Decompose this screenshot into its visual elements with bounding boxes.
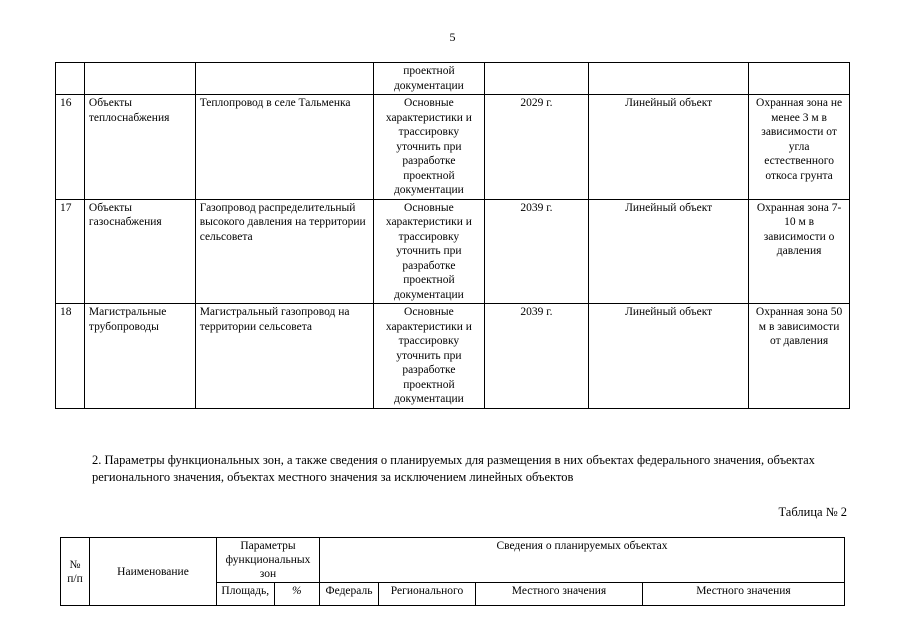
header-regional: Регионального	[379, 583, 476, 606]
object-name: Газопровод распределительный высокого давления на территории сельсовета	[195, 199, 373, 304]
object-kind: Линейный объект	[589, 199, 749, 304]
table-row	[56, 199, 850, 304]
table-cell	[195, 63, 373, 95]
table-cell	[484, 63, 588, 95]
table-cell	[749, 63, 850, 95]
object-type: Объекты газоснабжения	[84, 199, 195, 304]
section-heading: 2. Параметры функциональных зон, а также сведения о планируемых для размещения в них объектах федерального значения, объектах регионального значения, объектах местного значения за исключением линейных объектов	[92, 453, 815, 484]
object-characteristics: Основные характеристики и трассировку уточнить при разработке проектной документации	[374, 199, 485, 304]
object-characteristics: Основные характеристики и трассировку уточнить при разработке проектной документации	[374, 95, 485, 200]
header-local-2: Местного значения	[643, 583, 845, 606]
row-number: 16	[56, 95, 85, 200]
object-type: Объекты теплоснабжения	[84, 95, 195, 200]
object-zone: Охранная зона не менее 3 м в зависимости от угла естественного откоса грунта	[749, 95, 850, 200]
object-type: Магистральные трубопроводы	[84, 304, 195, 409]
cell-text: проектной	[403, 65, 455, 77]
cell-text: документации	[393, 79, 464, 92]
object-name: Теплопровод в селе Тальменка	[195, 95, 373, 200]
object-zone: Охранная зона 7-10 м в зависимости о давления	[749, 199, 850, 304]
header-percent: %	[274, 583, 319, 606]
object-kind: Линейный объект	[589, 304, 749, 409]
header-planned: Сведения о планируемых объектах	[320, 538, 845, 583]
table-header-row	[61, 538, 845, 583]
object-year: 2039 г.	[484, 199, 588, 304]
header-params: Параметры функциональных зон	[217, 538, 320, 583]
header-local-1: Местного значения	[476, 583, 643, 606]
table-cell	[56, 63, 85, 95]
header-num: № п/п	[61, 538, 90, 606]
table-cell	[84, 63, 195, 95]
header-name: Наименование	[90, 538, 217, 606]
object-year: 2029 г.	[484, 95, 588, 200]
object-characteristics: Основные характеристики и трассировку уточнить при разработке проектной документации	[374, 304, 485, 409]
table-row	[56, 95, 850, 200]
planned-objects-table	[55, 62, 850, 409]
object-kind: Линейный объект	[589, 95, 749, 200]
header-area: Площадь,	[217, 583, 275, 606]
table-cell	[589, 63, 749, 95]
table-cell-characteristics	[374, 63, 485, 95]
table-caption: Таблица № 2	[778, 505, 847, 519]
row-number: 17	[56, 199, 85, 304]
table-row-continuation	[56, 63, 850, 95]
table-row	[56, 304, 850, 409]
object-year: 2039 г.	[484, 304, 588, 409]
object-name: Магистральный газопровод на территории сельсовета	[195, 304, 373, 409]
header-federal: Федераль	[320, 583, 379, 606]
page-number: 5	[449, 30, 456, 44]
object-zone: Охранная зона 50 м в зависимости от давления	[749, 304, 850, 409]
functional-zones-table	[60, 537, 845, 606]
row-number: 18	[56, 304, 85, 409]
